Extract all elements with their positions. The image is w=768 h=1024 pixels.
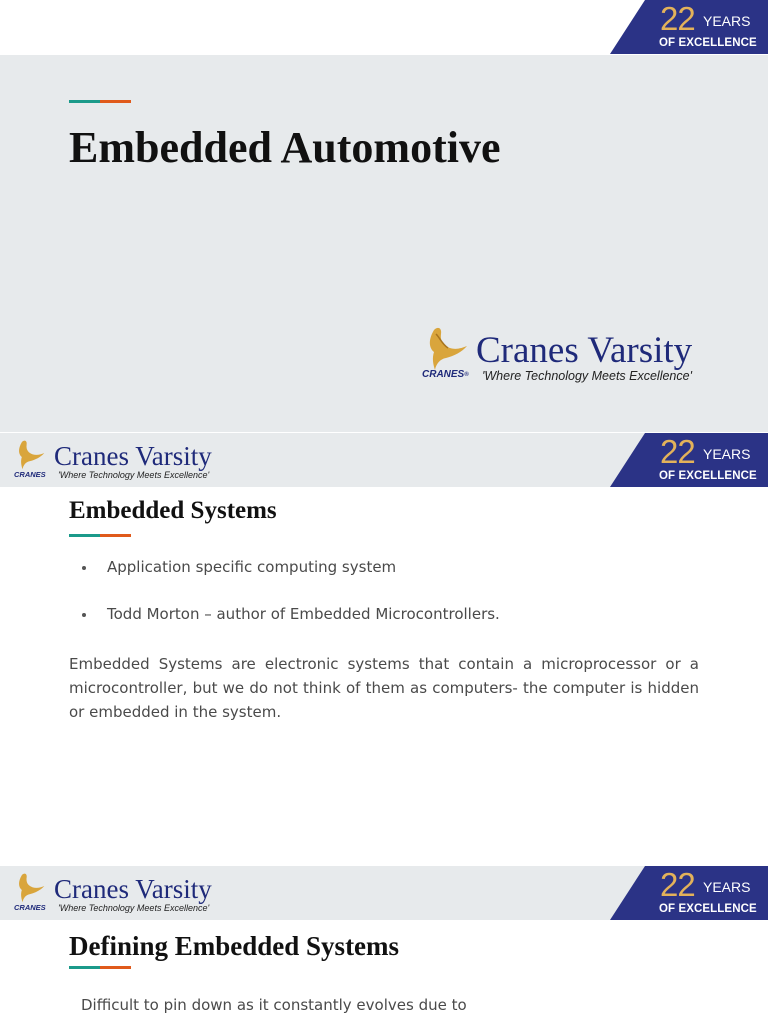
logo-tagline: 'Where Technology Meets Excellence' xyxy=(482,369,692,383)
years-badge xyxy=(610,433,768,487)
logo-tagline: 'Where Technology Meets Excellence' xyxy=(58,903,210,913)
badge-number: 22 xyxy=(660,0,695,37)
badge-years-label: YEARS xyxy=(703,446,751,462)
page-title: Embedded Automotive xyxy=(69,123,501,172)
bullet-marker xyxy=(82,613,86,617)
badge-years-label: YEARS xyxy=(703,13,751,29)
badge-excellence-label: OF EXCELLENCE xyxy=(659,903,757,915)
logo-name: Cranes Varsity xyxy=(54,874,212,904)
heading-accent-bar xyxy=(69,534,131,537)
paragraph-line: Embedded Systems are electronic systems that contain a microprocessor or a xyxy=(69,655,699,673)
years-badge xyxy=(610,866,768,920)
crane-bird-icon xyxy=(14,871,46,905)
crane-bird-icon xyxy=(14,438,46,472)
body-text-line: Difficult to pin down as it constantly evolves due to xyxy=(81,996,467,1014)
logo-tagline: 'Where Technology Meets Excellence' xyxy=(58,470,210,480)
slide-embedded-systems xyxy=(0,433,768,865)
bullet-item: Todd Morton – author of Embedded Microcontrollers. xyxy=(107,605,500,623)
bullet-item: Application specific computing system xyxy=(107,558,397,576)
badge-excellence-label: OF EXCELLENCE xyxy=(659,470,757,482)
cranes-wordmark: CRANES xyxy=(14,470,46,479)
bullet-marker xyxy=(82,566,86,570)
header-logo xyxy=(12,437,232,485)
slide-defining-embedded-systems xyxy=(0,866,768,1024)
header-logo xyxy=(12,870,232,918)
badge-excellence-label: OF EXCELLENCE xyxy=(659,37,757,49)
badge-number: 22 xyxy=(660,866,695,903)
badge-number: 22 xyxy=(660,433,695,470)
section-heading: Defining Embedded Systems xyxy=(69,931,400,961)
paragraph-line: or embedded in the system. xyxy=(69,703,282,721)
paragraph-line: microcontroller, but we do not think of them as computers- the computer is hidden xyxy=(69,679,699,697)
heading-accent-bar xyxy=(69,966,131,969)
cranes-wordmark: CRANES xyxy=(14,903,46,912)
section-heading: Embedded Systems xyxy=(69,497,277,524)
slide-title xyxy=(0,0,768,432)
logo-name: Cranes Varsity xyxy=(54,441,212,471)
years-badge xyxy=(610,0,768,54)
badge-years-label: YEARS xyxy=(703,879,751,895)
logo-name: Cranes Varsity xyxy=(476,330,693,371)
crane-bird-icon xyxy=(424,324,468,374)
cranes-varsity-logo xyxy=(420,322,720,388)
title-accent-bar xyxy=(69,100,131,103)
cranes-wordmark: CRANES® xyxy=(422,369,469,380)
